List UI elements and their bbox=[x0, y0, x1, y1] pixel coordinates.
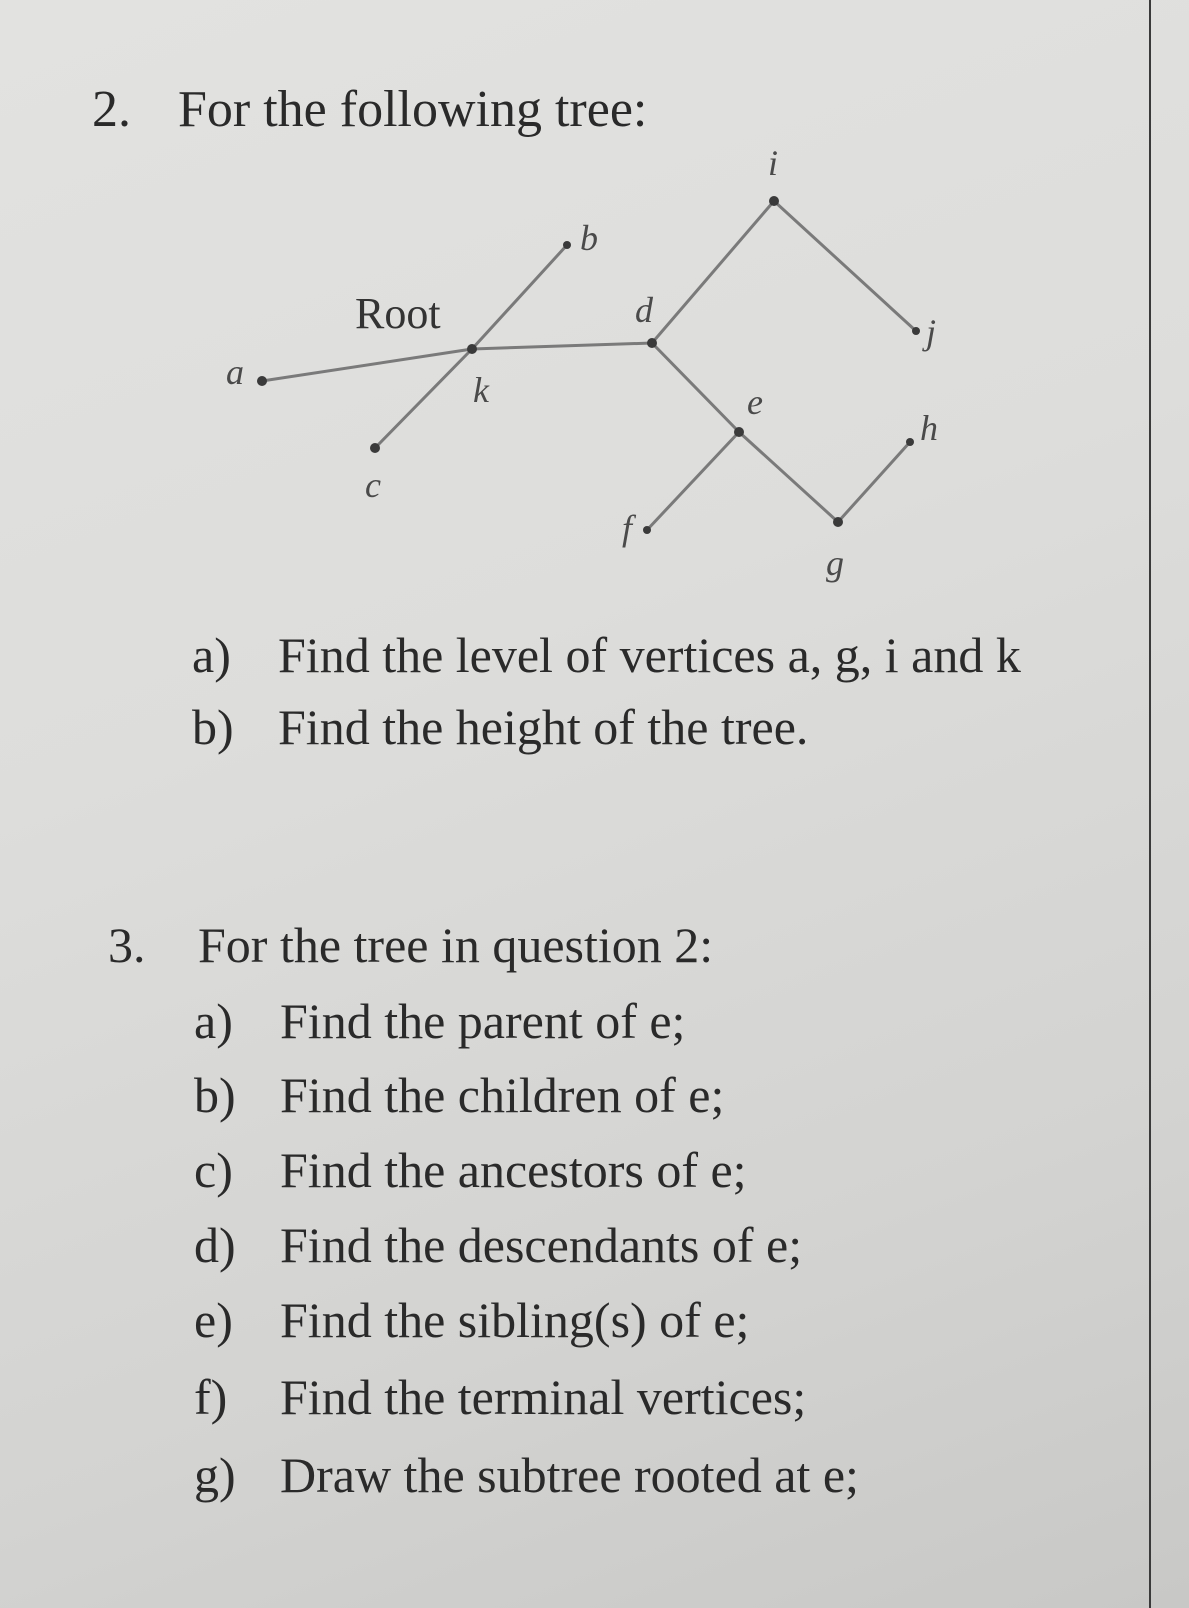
q2-number: 2. bbox=[92, 81, 131, 138]
edge-d-e bbox=[652, 343, 739, 432]
q3-item-e-letter: e) bbox=[194, 1292, 233, 1348]
label-c: c bbox=[365, 465, 381, 505]
vertex-f bbox=[643, 526, 651, 534]
q2-item-b bbox=[192, 699, 809, 755]
vertex-e bbox=[734, 427, 744, 437]
root-label: Root bbox=[355, 289, 441, 338]
edge-i-j bbox=[774, 201, 916, 331]
label-h: h bbox=[920, 408, 938, 448]
vertex-d bbox=[647, 338, 657, 348]
q3-item-f-letter: f) bbox=[194, 1369, 228, 1425]
edge-e-f bbox=[647, 432, 739, 530]
q3-item-c-letter: c) bbox=[194, 1142, 233, 1198]
q3-item-a-letter: a) bbox=[194, 993, 233, 1049]
edge-k-d bbox=[472, 343, 652, 349]
edge-d-i bbox=[652, 201, 774, 343]
edge-k-c bbox=[375, 349, 472, 448]
vertex-a bbox=[257, 376, 267, 386]
vertex-k bbox=[467, 344, 477, 354]
q3-item-b-text: Find the children of e; bbox=[280, 1067, 725, 1123]
q3-heading bbox=[108, 917, 714, 973]
label-j: j bbox=[926, 312, 937, 352]
vertex-c bbox=[370, 443, 380, 453]
q3-item-e bbox=[194, 1292, 750, 1348]
q3-item-b-letter: b) bbox=[194, 1067, 236, 1123]
q2-item-a-text: Find the level of vertices a, g, i and k bbox=[278, 627, 1021, 683]
label-g: g bbox=[826, 543, 844, 583]
q3-item-g-letter: g) bbox=[194, 1447, 236, 1503]
vertex-i bbox=[769, 196, 779, 206]
vertex-b bbox=[563, 241, 571, 249]
q3-item-g-text: Draw the subtree rooted at e; bbox=[280, 1447, 859, 1503]
label-a: a bbox=[226, 352, 244, 392]
edge-g-h bbox=[838, 442, 910, 522]
q3-item-b bbox=[194, 1067, 725, 1123]
q3-number: 3. bbox=[108, 917, 146, 973]
edge-e-g bbox=[739, 432, 838, 522]
edge-k-a bbox=[262, 349, 472, 381]
q3-item-f bbox=[194, 1369, 807, 1425]
q3-item-d-text: Find the descendants of e; bbox=[280, 1217, 803, 1273]
vertex-j bbox=[912, 327, 920, 335]
q2-item-b-letter: b) bbox=[192, 699, 234, 755]
label-e: e bbox=[747, 382, 763, 422]
tree-diagram bbox=[0, 0, 1189, 620]
q3-item-d-letter: d) bbox=[194, 1217, 236, 1273]
q3-item-c bbox=[194, 1142, 747, 1198]
edge-k-b bbox=[472, 245, 567, 349]
label-k: k bbox=[473, 370, 489, 410]
q2-item-a bbox=[192, 627, 1021, 683]
q3-item-c-text: Find the ancestors of e; bbox=[280, 1142, 747, 1198]
q2-heading-text: For the following tree: bbox=[178, 81, 648, 138]
q3-item-g bbox=[194, 1447, 859, 1503]
vertex-g bbox=[833, 517, 843, 527]
label-i: i bbox=[768, 143, 779, 183]
q3-item-a-text: Find the parent of e; bbox=[280, 993, 686, 1049]
q3-item-e-text: Find the sibling(s) of e; bbox=[280, 1292, 750, 1348]
label-d: d bbox=[635, 290, 653, 330]
q3-heading-text: For the tree in question 2: bbox=[198, 917, 714, 973]
vertex-h bbox=[906, 438, 914, 446]
q3-item-d bbox=[194, 1217, 803, 1273]
label-f: f bbox=[622, 508, 633, 548]
q2-item-b-text: Find the height of the tree. bbox=[278, 699, 809, 755]
q3-item-f-text: Find the terminal vertices; bbox=[280, 1369, 807, 1425]
q2-item-a-letter: a) bbox=[192, 627, 231, 683]
q3-item-a bbox=[194, 993, 686, 1049]
label-b: b bbox=[580, 218, 598, 258]
